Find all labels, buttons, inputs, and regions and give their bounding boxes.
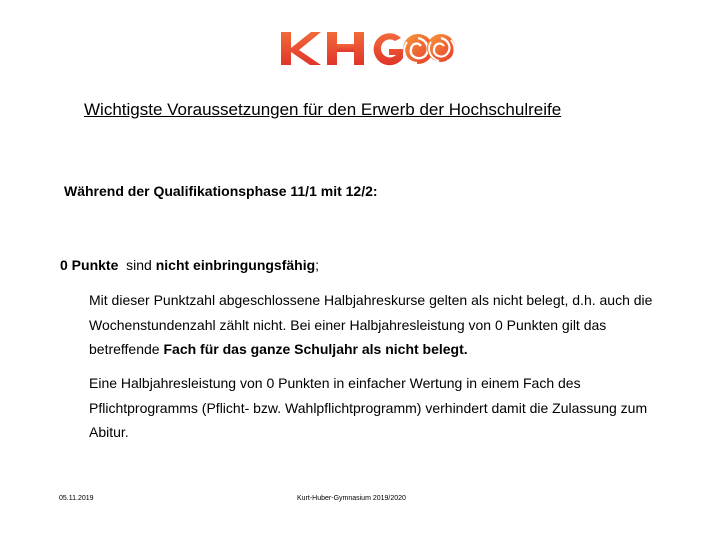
khg-logo bbox=[281, 30, 459, 68]
paragraph2-text: Eine Halbjahresleistung von 0 Punkten in einfacher Wertung in einem Fach des Pflichtprogramms (Pflicht- bzw. Wahlpflichtprogramm) verhindert damit die Zulassung zum Abitur. bbox=[89, 375, 648, 440]
footer-date: 05.11.2019 bbox=[59, 495, 94, 502]
footer-school: Kurt-Huber-Gymnasium 2019/2020 bbox=[297, 495, 406, 502]
paragraph-not-counted bbox=[89, 288, 669, 362]
section-subtitle: Während der Qualifikationsphase 11/1 mit 12/2: bbox=[64, 183, 378, 199]
rule-middle: sind bbox=[126, 257, 156, 273]
rule-end: ; bbox=[315, 257, 320, 273]
khg-logo-graphic bbox=[281, 30, 459, 68]
paragraph1-text: Mit dieser Punktzahl abgeschlossene Halbjahreskurse gelten als nicht belegt, d.h. auch die Wochenstundenzahl zählt nicht. Bei einer Halbjahresleistung von 0 Punkten gilt das betreffende bbox=[89, 292, 653, 357]
paragraph1-bold: Fach für das ganze Schuljahr als nicht belegt. bbox=[163, 341, 468, 357]
zero-points-rule bbox=[60, 257, 319, 273]
paragraph-admission bbox=[89, 371, 669, 445]
page-title: Wichtigste Voraussetzungen für den Erwerb der Hochschulreife bbox=[84, 100, 562, 119]
rule-status: nicht einbringungsfähig bbox=[155, 257, 316, 273]
rule-points: 0 Punkte bbox=[60, 257, 119, 273]
